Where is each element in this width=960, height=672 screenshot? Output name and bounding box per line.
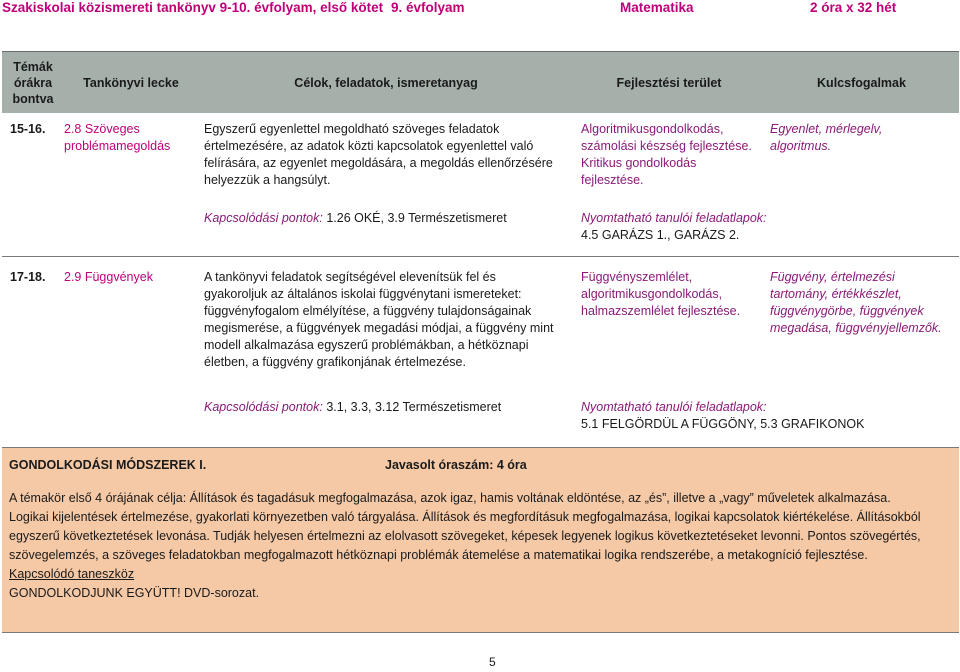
row2-lesson: 2.9 Függvények xyxy=(64,270,153,284)
subject-label: Matematika xyxy=(620,0,694,15)
row1-worksheets xyxy=(581,210,767,244)
worksheets-label: Nyomtatható tanulói feladatlapok: xyxy=(581,211,767,225)
worksheets-value: 5.1 FELGÖRDÜL A FÜGGÖNY, 5.3 GRAFIKONOK xyxy=(581,417,865,431)
grade-label: 9. évfolyam xyxy=(391,0,465,15)
suggested-hours: Javasolt óraszám: 4 óra xyxy=(385,458,527,472)
related-tool: GONDOLKODJUNK EGYÜTT! DVD-sorozat. xyxy=(9,586,260,600)
column-header-development: Fejlesztési terület xyxy=(616,76,722,90)
worksheets-label: Nyomtatható tanulói feladatlapok: xyxy=(581,400,767,414)
connections-value: 1.26 OKÉ, 3.9 Természetismeret xyxy=(322,211,507,225)
row1-hours: 15-16. xyxy=(10,122,46,136)
row1-goals: Egyszerű egyenlettel megoldható szöveges feladatok értelmezésére, az adatok közti kapcsolatok egyenlettel való felírására, az egyenlet megoldására, a megoldás ellenőrzésére helyezzük a hangsúlyt. xyxy=(204,122,553,187)
row2-connections xyxy=(204,399,501,416)
worksheets-value: 4.5 GARÁZS 1., GARÁZS 2. xyxy=(581,228,740,242)
document-title: Szakiskolai közismereti tankönyv 9-10. évfolyam, első kötet xyxy=(2,0,384,15)
row2-development: Függvényszemlélet, algoritmikusgondolkodás, halmazszemlélet fejlesztése. xyxy=(581,270,741,318)
paragraph-line-4: szövegelemzés, a szöveges feladatokban megfogalmazott hétköznapi problémák átemelése a matematikai logika rendszerébe, a metakogníció fejlesztése. xyxy=(9,548,868,562)
column-header-hours: Témák órákra bontva xyxy=(12,60,54,106)
hours-label: 2 óra x 32 hét xyxy=(810,0,897,15)
row-divider xyxy=(2,256,959,257)
row1-lesson: 2.8 Szöveges problémamegoldás xyxy=(64,122,171,153)
row2-hours: 17-18. xyxy=(10,270,46,284)
paragraph-line-2: Logikai kijelentések értelmezése, gyakorlati környezetben való tárgyalása. Állítások és megfordításuk megfogalmazása, logikai kapcsolatok kiértékelése. Állításokból xyxy=(9,510,921,524)
row2-keywords: Függvény, értelmezési tartomány, értékkészlet, függvénygörbe, függvények megadása, függvényjellemzők. xyxy=(770,270,942,335)
row2-worksheets xyxy=(581,399,864,433)
table-header xyxy=(2,51,959,113)
row1-connections xyxy=(204,210,507,227)
document-header xyxy=(0,0,960,18)
method-title: GONDOLKODÁSI MÓDSZEREK I. xyxy=(9,458,207,472)
row1-keywords: Egyenlet, mérlegelv, algoritmus. xyxy=(770,122,883,153)
related-tool-link[interactable]: Kapcsolódó taneszköz xyxy=(9,567,135,581)
row1-development: Algoritmikusgondolkodás, számolási készség fejlesztése. Kritikus gondolkodás fejlesztése. xyxy=(581,122,752,187)
row2-goals: A tankönyvi feladatok segítségével elevenítsük fel és gyakoroljuk az általános iskolai függvénytani ismereteket: függvényfogalom elmélyítése, a függvény tulajdonságainak megismerése, a függvények megadási módjai, a függvény mint modell alkalmazása egyszerű problémákban, a hétköznapi életben, a függvény grafikonjának értelmezése. xyxy=(204,270,554,369)
connections-label: Kapcsolódási pontok: xyxy=(204,211,323,225)
connections-value: 3.1, 3.3, 3.12 Természetismeret xyxy=(322,400,502,414)
paragraph-line-1: A témakör első 4 órájának célja: Állítások és tagadásuk megfogalmazása, azok igaz, hamis voltának eldöntése, az „és”, illetve a „vagy” műveletek alkalmazása. xyxy=(9,491,891,505)
column-header-keywords: Kulcsfogalmak xyxy=(817,76,906,90)
thinking-methods-box xyxy=(2,447,959,633)
column-header-lesson: Tankönyvi lecke xyxy=(83,76,179,90)
connections-label: Kapcsolódási pontok: xyxy=(204,400,323,414)
page-number: 5 xyxy=(489,655,496,669)
paragraph-line-3: egyszerű következtetések levonása. Tudják helyesen értelmezni az elolvasott szövegeket, képesek legyenek logikus következtetéseket levonni. Pontos szövegértés, xyxy=(9,529,921,543)
column-header-goals: Célok, feladatok, ismeretanyag xyxy=(294,76,478,90)
